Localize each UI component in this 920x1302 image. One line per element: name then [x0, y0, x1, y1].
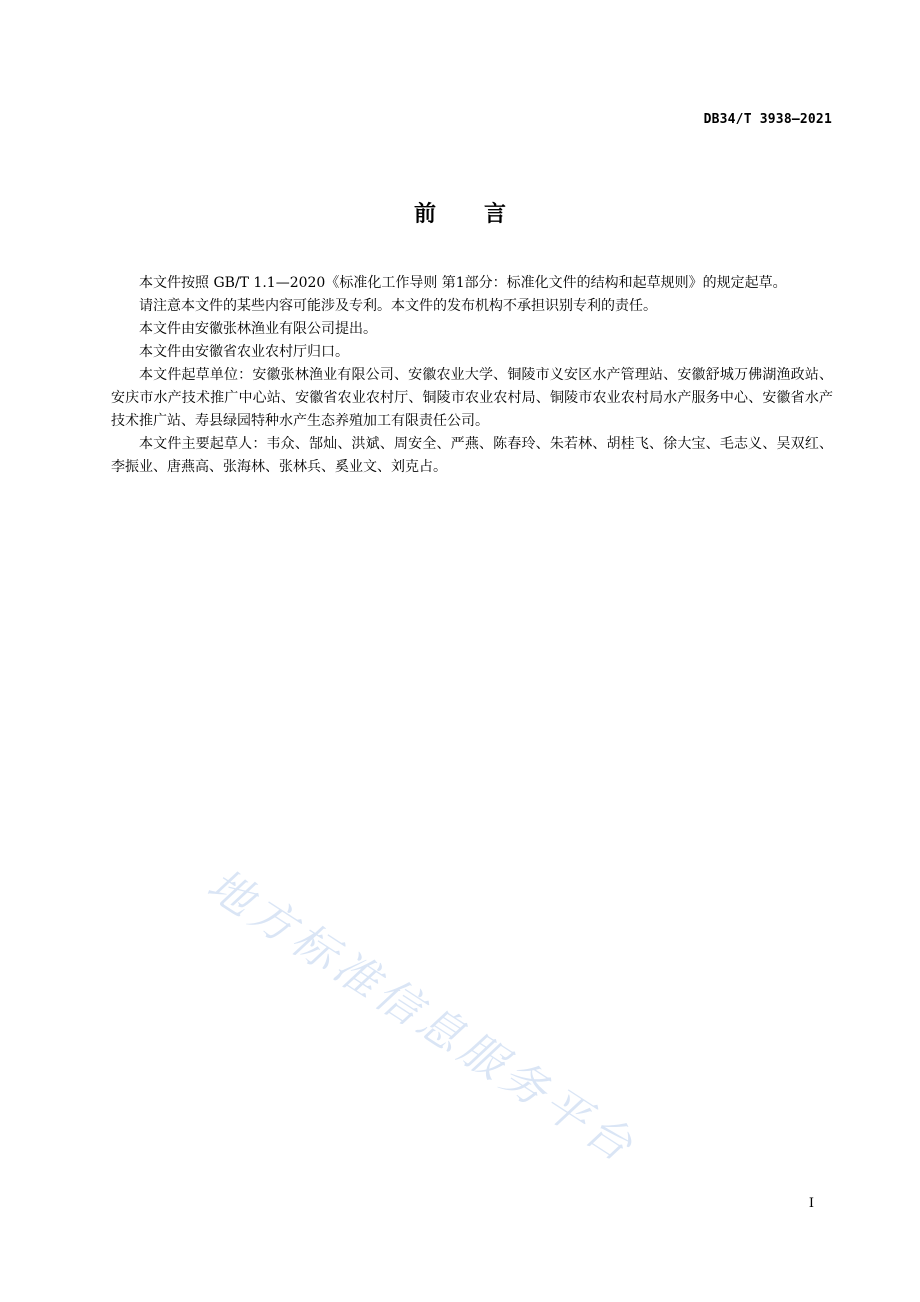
paragraph-drafting-units: 本文件起草单位：安徽张林渔业有限公司、安徽农业大学、铜陵市义安区水产管理站、安徽舒城万佛湖渔政站、安庆市水产技术推广中心站、安徽省农业农村厅、铜陵市农业农村局、铜陵市农业农村局水产服务中心、安徽省水产技术推广站、寿县绿园特种水产生态养殖加工有限责任公司。: [111, 367, 833, 429]
foreword-body: [111, 272, 833, 479]
paragraph-proposer: 本文件由安徽张林渔业有限公司提出。: [139, 321, 377, 337]
page-title: 前言: [413, 202, 554, 227]
document-code: DB34/T 3938—2021: [703, 112, 832, 127]
paragraph-patent-notice: 请注意本文件的某些内容可能涉及专利。本文件的发布机构不承担识别专利的责任。: [139, 298, 657, 314]
paragraph-administrator: 本文件由安徽省农业农村厅归口。: [139, 344, 349, 360]
paragraph-drafting-basis: 本文件按照 GB/T 1.1—2020《标准化工作导则 第1部分：标准化文件的结构和起草规则》的规定起草。: [139, 275, 787, 291]
page-number: I: [808, 1196, 814, 1211]
watermark: 地方标准信息服务平台: [198, 859, 646, 1175]
paragraph-drafters: 本文件主要起草人：韦众、郜灿、洪斌、周安全、严燕、陈春玲、朱若林、胡桂飞、徐大宝、毛志义、吴双红、李振业、唐燕高、张海林、张林兵、奚业文、刘克占。: [111, 436, 833, 475]
